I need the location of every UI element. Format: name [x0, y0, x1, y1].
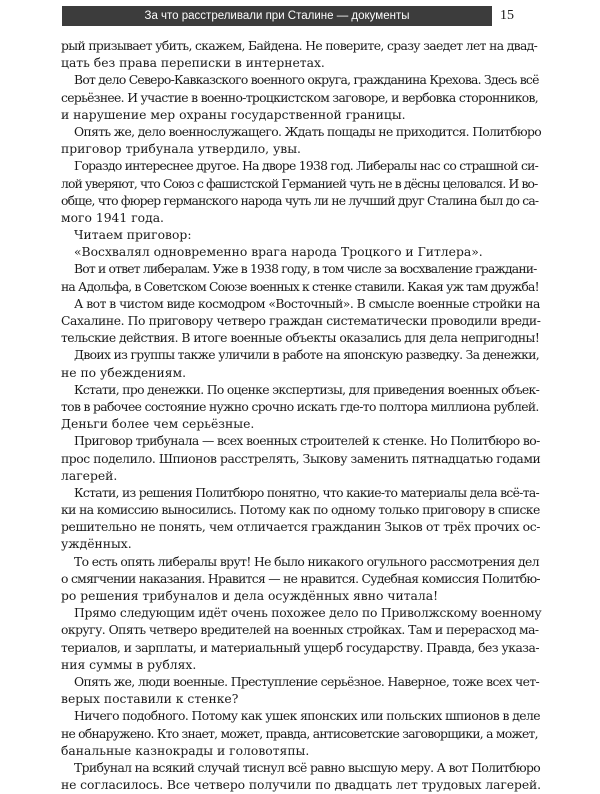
text-line: решительно не понять, чем отличается гражданин Зыков от трёх прочих ос-: [61, 520, 541, 535]
text-line: Опять же, люди военные. Преступление серьёзное. Наверное, тоже всех чет-: [74, 674, 540, 689]
text-line: и нарушение мер охраны государственной границы.: [61, 107, 406, 122]
body-text: [61, 38, 541, 794]
text-line: Опять же, дело военнослужащего. Ждать пощады не приходится. Политбюро: [74, 124, 542, 139]
text-line: уждённых.: [61, 537, 132, 552]
running-header: [62, 6, 492, 26]
text-line: приговор трибунала утвердило, увы.: [61, 142, 301, 157]
text-line: Кстати, про денежки. По оценке экспертизы, для приведения военных объек-: [74, 382, 540, 397]
text-line: Двоих из группы также уличили в работе на японскую разведку. За денежки,: [74, 348, 540, 363]
text-line: обще, что фюрер германского народа чуть ли не лучший друг Сталина был до са-: [61, 193, 539, 208]
text-line: ро решения трибуналов и дела осуждённых явно читала!: [61, 589, 439, 603]
text-line: серьёзнее. И участие в военно-троцкистском заговоре, и вербовка сторонников,: [61, 90, 539, 105]
text-line: Ничего подобного. Потому как ушек японских или польских шпионов в деле: [74, 709, 540, 724]
text-line: Вот дело Северо-Кавказского военного округа, гражданина Крехова. Здесь всё: [74, 73, 539, 88]
text-line: банальные казнокрады и головотяпы.: [61, 743, 310, 758]
text-line: лой уверяют, что Союз с фашистской Германией чуть не в дёсны целовался. И во-: [61, 176, 538, 191]
text-line: Кстати, из решения Политбюро понятно, что какие-то материалы дела всё-та-: [74, 485, 539, 500]
text-line: прос поделило. Шпионов расстрелять, Зыкову заменить пятнадцатью годами: [61, 451, 541, 466]
text-line: лагерей.: [61, 468, 118, 483]
text-line: Читаем приговор:: [74, 228, 192, 243]
text-line: Прямо следующим идёт очень похожее дело по Приволжскому военному: [74, 606, 542, 621]
text-line: териалов, и зарплаты, и материальный ущерб государству. Правда, без указа-: [61, 640, 540, 655]
running-title: За что расстреливали при Сталине — документы: [144, 10, 410, 22]
text-line: округу. Опять четверо вредителей на военных стройках. Там и перерасход ма-: [61, 623, 539, 638]
text-line: Гораздо интереснее другое. На дворе 1938 год. Либералы нас со страшной си-: [74, 159, 539, 174]
text-line: ки на комиссию выносились. Потому как по одному только приговору в списке: [61, 503, 540, 518]
text-line: Деньги более чем серьёзные.: [61, 417, 255, 432]
text-line: на Адольфа, в Советском Союзе военных к стенке ставили. Какая уж там дружба!: [61, 279, 539, 294]
text-line: не по убеждениям.: [61, 365, 187, 380]
text-line: То есть опять либералы врут! Не было никакого огульного рассмотрения дел: [74, 554, 539, 569]
text-line: Вот и ответ либералам. Уже в 1938 году, в том числе за восхваление граждани-: [74, 262, 537, 277]
text-line: не согласилось. Все четверо получили по двадцать лет трудовых лагерей.: [61, 778, 542, 793]
text-line: Приговор трибунала — всех военных строителей к стенке. Но Политбюро во-: [74, 434, 540, 449]
text-line: тельские действия. В итоге военные объекты оказались для дела непригодны!: [61, 331, 540, 346]
text-line: А вот в чистом виде космодром «Восточный». В смысле военные стройки на: [74, 296, 540, 311]
text-line: рый призывает убить, скажем, Байдена. Не поверите, сразу заедет лет на двад-: [61, 39, 538, 53]
text-line: Трибунал на всякий случай тиснул всё равно высшую меру. А вот Политбюро: [74, 760, 541, 775]
text-line: верых поставили к стенке?: [61, 692, 239, 707]
text-line: Сахалине. По приговору четверо граждан систематически проводили вреди-: [61, 314, 541, 328]
text-line: ния суммы в рублях.: [61, 657, 197, 672]
page-number: 15: [500, 8, 514, 23]
text-line: «Восхвалял одновременно врага народа Троцкого и Гитлера».: [74, 245, 483, 260]
text-line: о смягчении наказания. Нравится — не нравится. Судебная комиссия Политбю-: [61, 571, 540, 586]
text-line: цать без права переписки в интернетах.: [61, 56, 325, 71]
text-line: тов в рабочее состояние нужно срочно искать где-то полтора миллиона рублей.: [61, 399, 539, 414]
text-line: мого 1941 года.: [61, 210, 164, 225]
text-line: не обнаружено. Кто знает, может, правда, антисоветские заговорщики, а может,: [61, 726, 538, 741]
